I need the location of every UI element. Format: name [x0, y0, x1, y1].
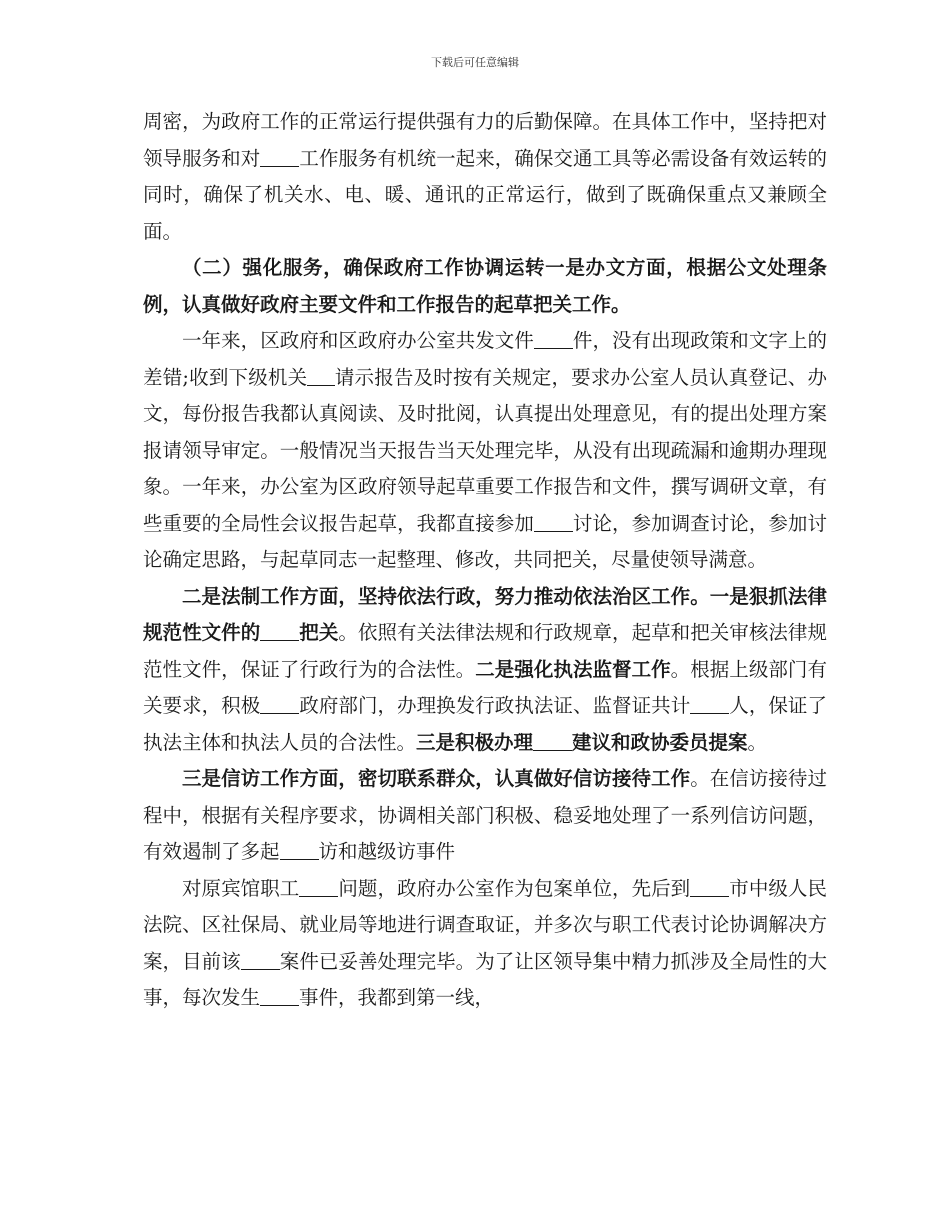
fill-in-blank: [534, 510, 573, 531]
text-run: 周密，为政府工作的正常运行提供强有力的后勤保障。在具体工作中，坚持把对领导服务和对: [143, 110, 827, 170]
fill-in-blank: [241, 948, 280, 969]
text-run: 对原宾馆职工: [182, 876, 300, 900]
fill-in-blank: [260, 620, 299, 641]
text-run: 件，没有出现政策和文字上的差错;收到下级机关: [143, 329, 827, 389]
text-run: 人，保证了执法主体和执法人员的合法性。: [143, 694, 827, 754]
fill-in-blank: [690, 693, 729, 714]
text-run: 市中级人民法院、区社保局、就业局等地进行调查取证，并多次与职工代表讨论协调解决方案，目前该: [143, 876, 827, 973]
fill-in-blank: [299, 875, 338, 896]
fill-in-blank: [533, 729, 572, 750]
paragraph: [143, 323, 827, 579]
bold-text: 建议和政协委员提案: [572, 730, 748, 754]
text-run: 。在信访接待过程中，根据有关程序要求，协调相关部门积极、稳妥地处理了一系列信访问题，有效遏制了多起: [143, 767, 827, 863]
paragraph: [143, 761, 827, 871]
text-run: 一年来，区政府和区政府办公室共发文件: [182, 329, 534, 352]
text-run: 政府部门，办理换发行政执法证、监督证共计: [299, 694, 691, 717]
text-run: 。根据上级部门有关要求，积极: [143, 657, 827, 717]
fill-in-blank: [307, 364, 334, 385]
paragraph: [143, 104, 827, 250]
bold-text: （二）强化服务，确保政府工作协调运转一是办文方面，根据公文处理条例，认真做好政府主要文件和工作报告的起草把关工作。: [143, 256, 827, 316]
text-run: 工作服务有机统一起来，确保交通工具等必需设备有效运转的同时，确保了机关水、电、暖、通讯的正常运行，做到了既确保重点又兼顾全面。: [143, 146, 827, 243]
fill-in-blank: [534, 328, 573, 349]
text-run: 事件，我都到第一线，: [299, 986, 495, 1009]
fill-in-blank: [260, 693, 299, 714]
fill-in-blank: [260, 145, 299, 166]
paragraph: [143, 250, 827, 323]
fill-in-blank: [260, 985, 299, 1006]
bold-text: 三是积极办理: [416, 730, 534, 754]
fill-in-blank: [690, 875, 729, 896]
text-run: 访和越级访事件: [318, 840, 456, 863]
bold-text: 二是法制工作方面，坚持依法行政，努力推动依法治区工作。一是狠抓法律规范性文件的: [143, 584, 827, 644]
bold-text: 二是强化执法监督工作: [475, 657, 671, 681]
text-run: 请示报告及时按有关规定，要求办公室人员认真登记、办文，每份报告我都认真阅读、及时批阅，认真提出处理意见，有的提出处理方案报请领导审定。一般情况当天报告当天处理完毕，从没有出现疏漏和逾期办理现象。一年来，办公室为区政府领导起草重要工作报告和文件，撰写调研文章，有些重要的全局性会议报告起草，我都直接参加: [143, 365, 827, 535]
paragraph: [143, 579, 827, 762]
text-run: 讨论，参加调查讨论，参加讨论确定思路，与起草同志一起整理、修改，共同把关，尽量使领导满意。: [143, 511, 827, 571]
document-body: [143, 104, 827, 1017]
bold-text: 三是信访工作方面，密切联系群众，认真做好信访接待工作: [182, 767, 691, 790]
text-run: 案件已妥善处理完毕。为了让区领导集中精力抓涉及全局性的大事，每次发生: [143, 949, 827, 1009]
text-run: 。: [747, 730, 768, 754]
text-run: 。依照有关法律法规和行政规章，起草和把关审核法律规范性文件，保证了行政行为的合法性。: [143, 621, 827, 681]
paragraph: [143, 871, 827, 1017]
bold-text: 把关: [299, 621, 339, 644]
page-header: 下载后可任意编辑: [431, 56, 519, 69]
text-run: 问题，政府办公室作为包案单位，先后到: [338, 876, 691, 900]
fill-in-blank: [280, 839, 319, 860]
